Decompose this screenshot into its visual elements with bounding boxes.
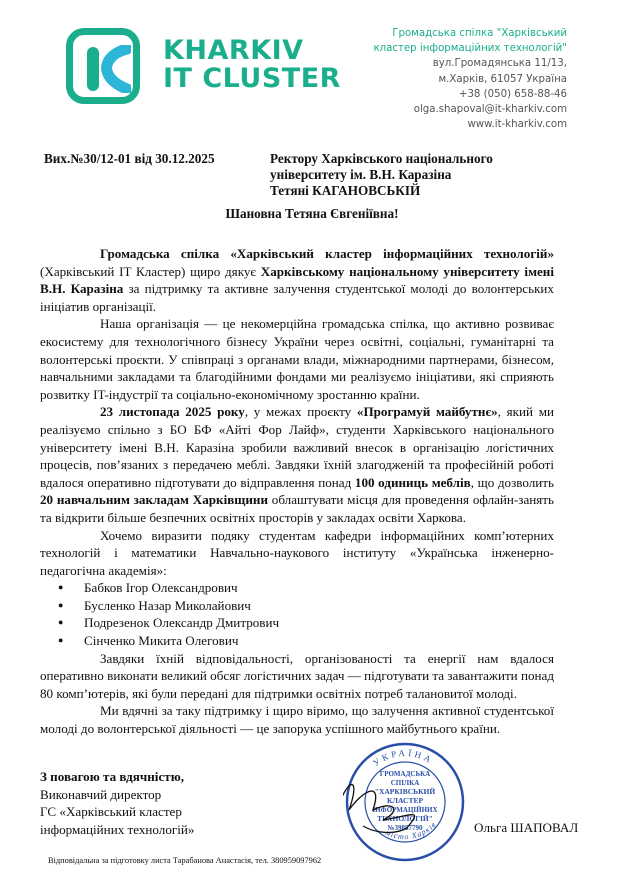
stamp-line-3: "ХАРКІВСЬКИЙ: [374, 787, 436, 796]
regards-text: З повагою та вдячністю,: [40, 769, 184, 784]
official-stamp-icon: [343, 740, 467, 864]
list-item: ● Подрезенок Олександр Дмитрович: [40, 614, 554, 632]
salutation: Шановна Тетяна Євгеніївна!: [225, 206, 399, 221]
letter-body: [40, 245, 554, 738]
org-name-line-2: кластер інформаційних технологій": [373, 43, 567, 55]
list-item: ● Бусленко Назар Миколайович: [40, 597, 554, 615]
p3-text-3: , що дозволить: [470, 474, 554, 490]
outgoing-number: Вих.№30/12-01 від 30.12.2025: [44, 151, 215, 166]
stamp-line-4: КЛАСТЕР: [386, 796, 424, 805]
logo-wordmark: [163, 37, 341, 93]
signature-block: [40, 768, 194, 838]
p1-bold-org: Громадська спілка «Харківський кластер інформаційних технологій»: [100, 246, 554, 261]
paragraph-4: Хочемо виразити подяку студентам кафедри інформаційних комп’ютерних технологій і математики Навчально-наукового інституту «Українська інженерно-педагогічна академія»:: [40, 527, 554, 578]
signer-position: Виконавчий директор: [40, 786, 162, 802]
logo-icon: [66, 28, 140, 104]
logo-line-2: IT CLUSTER: [163, 63, 341, 94]
addressee-line-2: університету ім. В.Н. Каразіна: [270, 167, 452, 183]
list-item: ● Сінченко Микита Олегович: [40, 632, 554, 650]
stamp-top-text: УКРАЇНА: [371, 747, 436, 769]
p3-bold-project: «Програмуй майбутнє»: [356, 404, 498, 420]
p3-text-2: , який ми реалізуємо спільно з БО БФ «Айті Фор Лайф», студенти Харківського національного університету імені В.Н. Каразіна зробили важливий внесок в організацію логістичних процесів, пов’язаних з передачею меблі. Завдяки їхній злагодженій та професійній роботі вдалося оперативно підготувати до відправлення понад: [40, 404, 554, 490]
p3-bold-furniture: 100 одиниць меблів: [354, 474, 471, 490]
p3-text-1: , у межах проєкту: [244, 404, 357, 420]
organization-contact-block: [373, 26, 567, 132]
signer-name: Ольга ШАПОВАЛ: [474, 820, 579, 835]
p3-bold-date: 23 листопада 2025 року: [100, 404, 245, 420]
addressee-line-1: Ректору Харківського національного: [270, 151, 493, 166]
logo-line-1: KHARKIV: [163, 35, 304, 66]
p1-bold-university: Харківському національному університету імені В.Н. Каразіна: [40, 263, 554, 297]
logo-bar-shape: [87, 47, 99, 91]
paragraph-2: Наша організація — це некомерційна громадська спілка, що активно розвиває екосистему для технологічного бізнесу України через освітні, соціальні, гуманітарні та волонтерські проєкти. У співпраці з органами влади, міжнародними партнерами, бізнесом, навчальними закладами та благодійними фондами ми реалізуємо ініціативи, які сприяють розвитку IT-індустрії та соціально-економічному зростанню країни.: [40, 316, 554, 402]
signer-org-line-1: ГС «Харківський кластер: [40, 804, 182, 820]
paragraph-3: [40, 403, 554, 526]
addressee-line-3: Тетяні КАГАНОВСЬКІЙ: [270, 183, 421, 199]
p3-bold-schools: 20 навчальним закладам Харківщини: [40, 492, 268, 508]
org-address-line-1: вул.Громадянська 11/13,: [432, 58, 567, 70]
stamp-line-6: ТЕХНОЛОГІЙ": [377, 814, 433, 823]
logo-k-shape-icon: [101, 45, 131, 93]
stamp-line-1: ГРОМАДСЬКА: [379, 770, 431, 778]
org-website-link[interactable]: www.it-kharkiv.com: [467, 119, 567, 131]
addressee-block: [270, 151, 493, 200]
org-name-line-1: Громадська спілка "Харківський: [392, 28, 567, 39]
stamp-bottom-text: місто Харків: [383, 819, 439, 842]
prepared-by-footer: Відповідальна за підготовку листа Тарабанова Анастасія, тел. 380959097962: [48, 856, 322, 865]
student-list: [40, 579, 554, 649]
p1-text-1: (Харківський IT Кластер) щиро дякує: [40, 263, 261, 279]
list-item: ● Бабков Ігор Олександрович: [40, 579, 554, 597]
stamp-code: №39887790: [387, 824, 423, 832]
org-email-link[interactable]: olga.shapoval@it-kharkiv.com: [413, 104, 567, 116]
signer-org-line-2: інформаційних технологій»: [40, 821, 195, 837]
stamp-line-2: СПІЛКА: [390, 779, 420, 787]
paragraph-5: Завдяки їхній відповідальності, організованості та енергії нам вдалося оперативно виконати великий обсяг логістичних задач — підготувати та завантажити понад 80 комп’ютерів, які були передані для підтримки освітніх потреб талановитої молоді.: [40, 650, 554, 701]
stamp-line-5: ІНФОРМАЦІЙНИХ: [372, 806, 438, 814]
org-address-line-2: м.Харків, 61057 Україна: [438, 73, 567, 85]
p3-text-4: облаштувати місця для проведення офлайн-занять та відкрити більше безпечних освітніх просторів у закладах освіти Харкова.: [40, 492, 554, 525]
org-phone: +38 (050) 658-88-46: [458, 88, 567, 100]
svg-text:УКРАЇНА: [371, 748, 435, 768]
paragraph-1: [40, 245, 554, 315]
paragraph-6: Ми вдячні за таку підтримку і щиро віримо, що залучення активної студентської молоді до волонтерської діяльності — це запорука успішного майбутнього країни.: [40, 703, 554, 737]
p1-text-2: за підтримку та активне залучення студентської молоді до волонтерських ініціатив організації.: [40, 281, 554, 314]
